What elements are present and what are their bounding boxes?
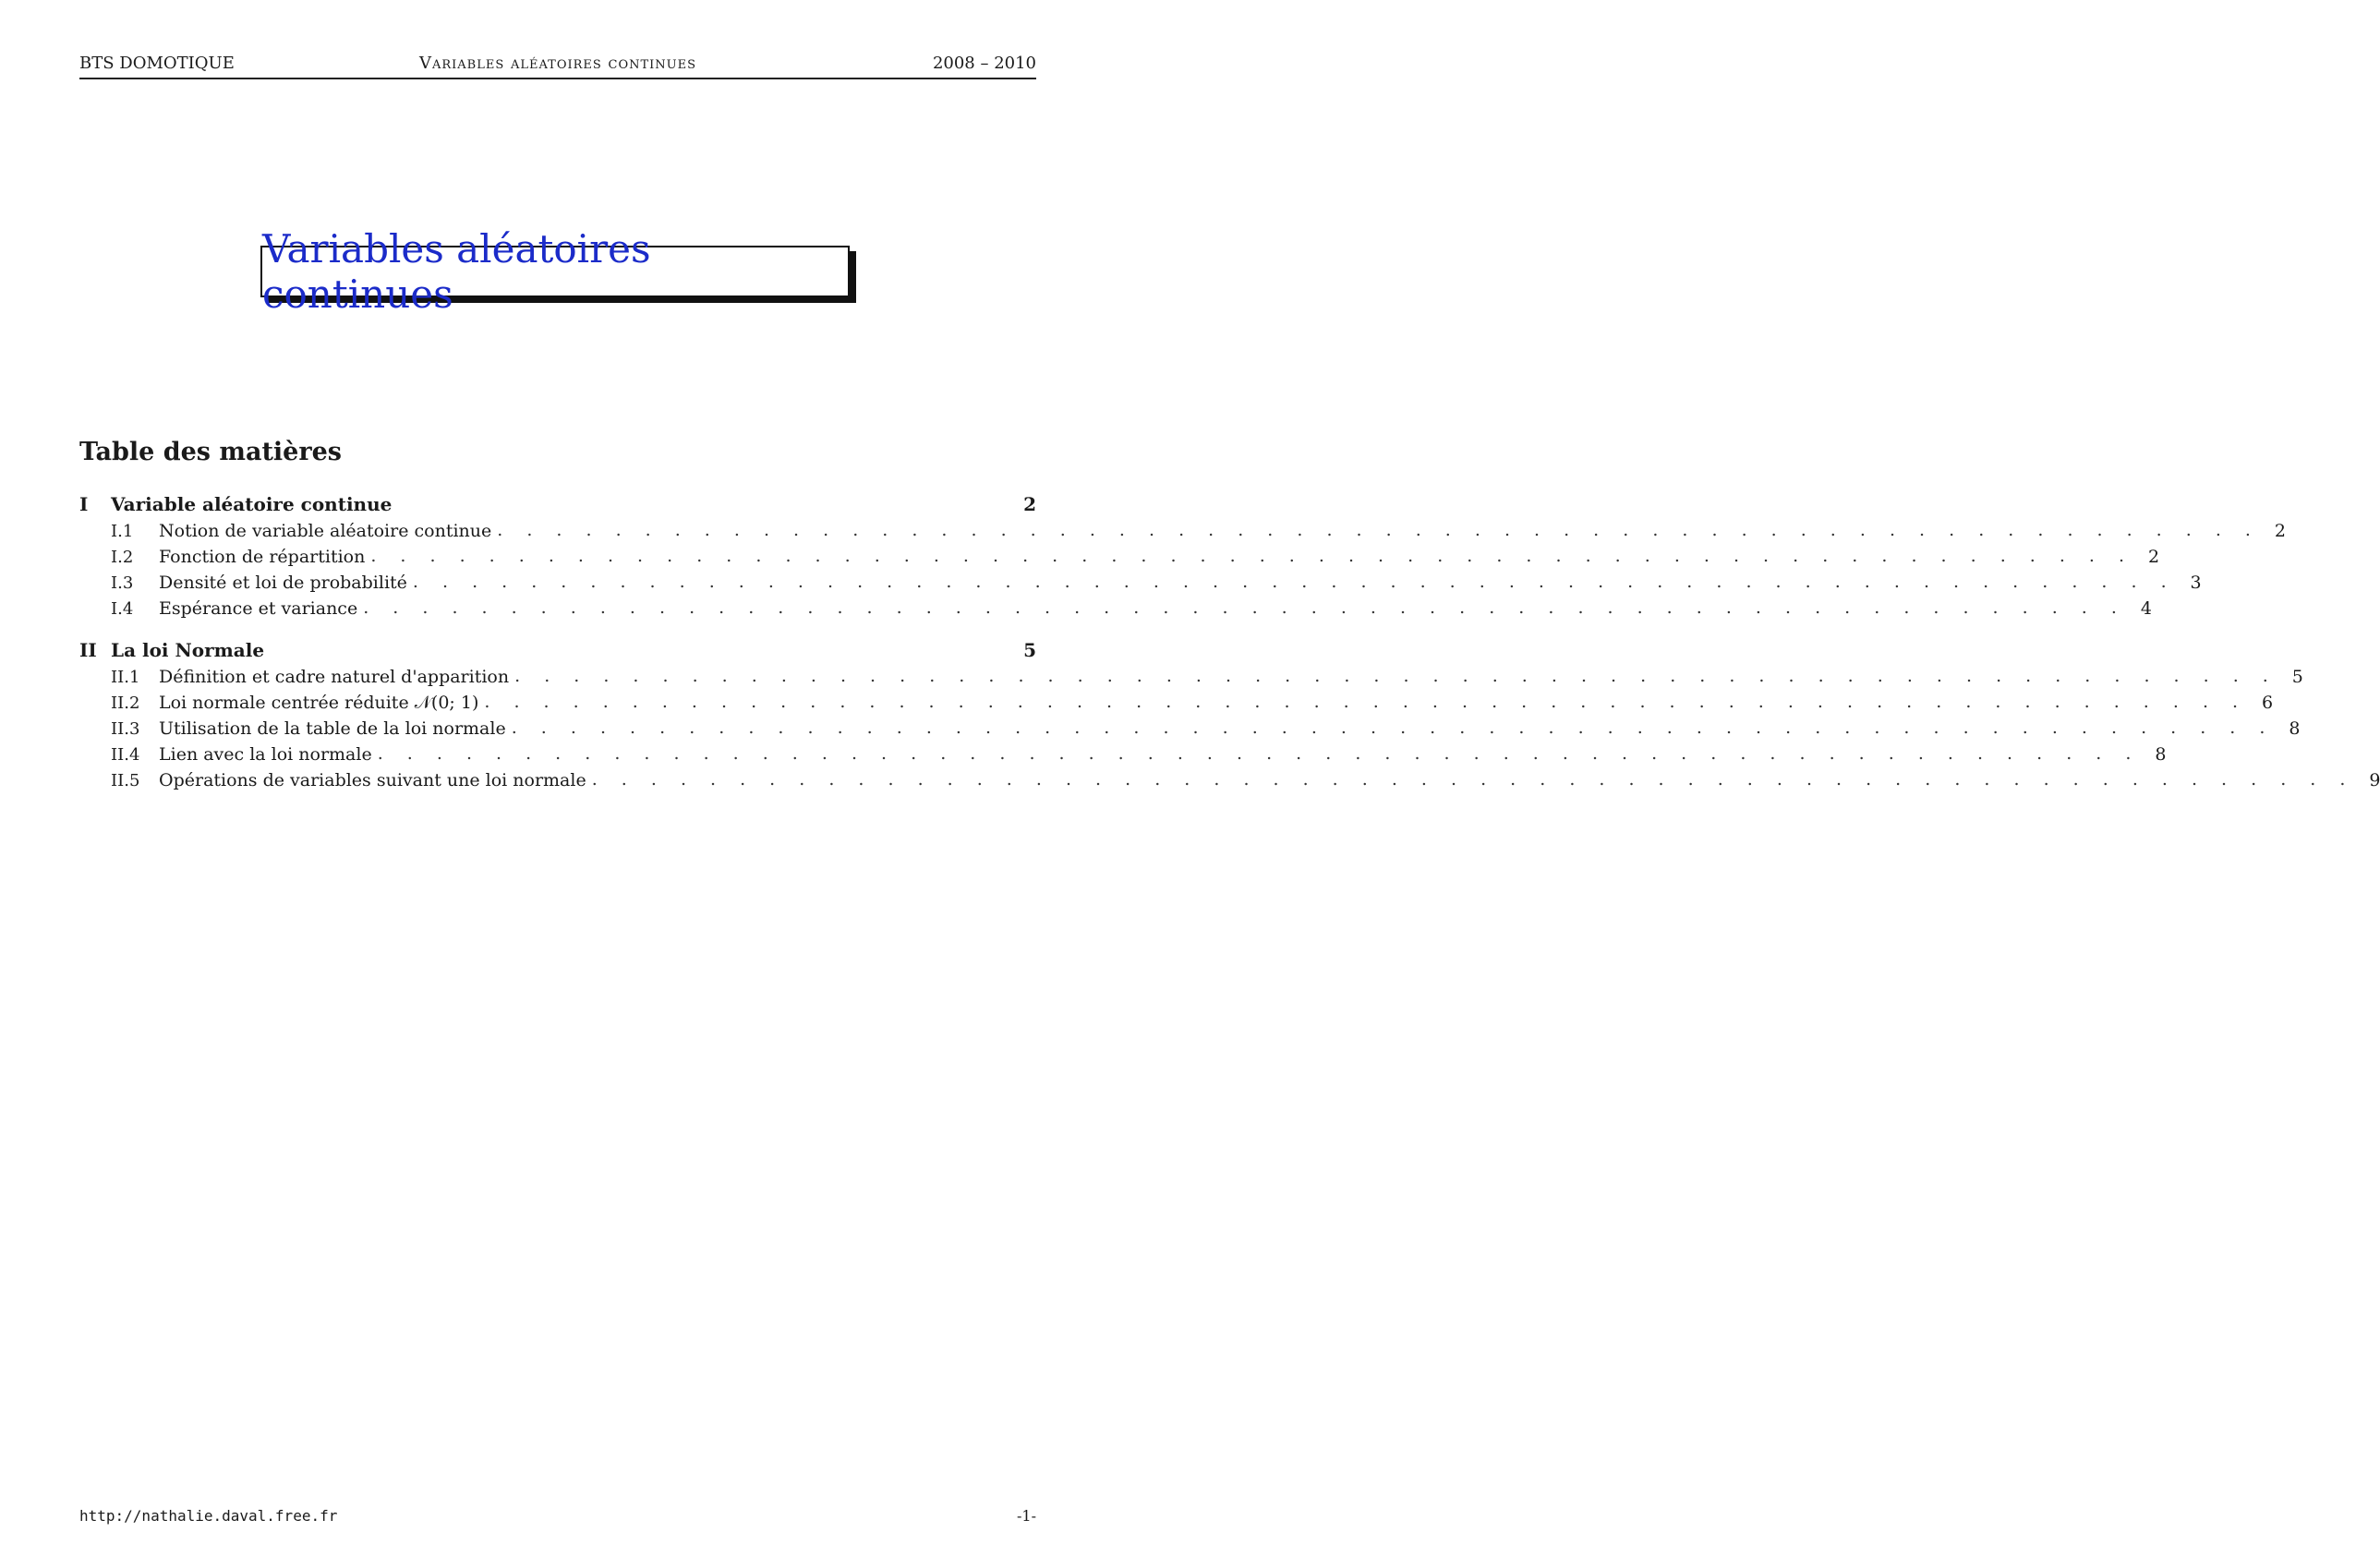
toc-entry-number: II.2 (111, 694, 140, 713)
toc-entry[interactable] (79, 541, 2160, 567)
footer-url-link[interactable]: http://nathalie.daval.free.fr (79, 1507, 338, 1525)
header-left: BTS DOMOTIQUE (79, 54, 235, 73)
toc-entry-page: 2 (2274, 521, 2286, 541)
document-title: Variables aléatoires continues (260, 246, 850, 297)
toc-entry-page: 5 (2291, 667, 2303, 687)
toc-entry[interactable] (79, 593, 2152, 619)
toc-leader-dots: . . . . . . . . . . . . . . . . . . . . . . . . . . . . . . . . . . . . . . . . . . . . . . . . . . . . . . . . . . . . (377, 743, 2141, 764)
toc-leader-dots: . . . . . . . . . . . . . . . . . . . . . . . . . . . . . . . . . . . . . . . . . . . . . . . . . . . . . . . . . . . . (511, 718, 2275, 738)
toc-section-page: 2 (1023, 493, 1036, 515)
toc-entry-number: II.4 (111, 745, 140, 765)
toc-entry-number: II.1 (111, 668, 140, 687)
toc-leader-dots: . . . . . . . . . . . . . . . . . . . . . . . . . . . . . . . . . . . . . . . . . . . . . . . . . . . . . . . . . . . . (497, 520, 2260, 540)
toc-entry-number: II.5 (111, 771, 140, 790)
toc-section-entry[interactable] (79, 633, 1036, 661)
toc-entry-page: 2 (2147, 547, 2160, 567)
toc-entry-page: 3 (2190, 573, 2202, 593)
toc-entry-page: 6 (2262, 693, 2274, 713)
toc-leader-dots: . . . . . . . . . . . . . . . . . . . . . . . . . . . . . . . . . . . . . . . . . . . . . . . . . . . . . . . . . . . . (591, 769, 2355, 790)
toc-entry-title: Fonction de répartition (159, 547, 370, 567)
toc-entry[interactable] (79, 687, 2274, 713)
toc-section-entry[interactable] (79, 488, 1036, 515)
toc-entry-page: 9 (2369, 770, 2380, 790)
toc-leader-dots: . . . . . . . . . . . . . . . . . . . . . . . . . . . . . . . . . . . . . . . . . . . . . . . . . . . . . . . . . . . . (412, 572, 2176, 592)
toc-section-number: II (79, 639, 97, 661)
toc-entry-title: Espérance et variance (159, 598, 363, 619)
header-center: Variables aléatoires continues (418, 54, 697, 73)
toc-entry-title: Opérations de variables suivant une loi normale (159, 770, 592, 790)
page-footer (79, 1507, 1036, 1525)
toc-section-title: Variable aléatoire continue (111, 493, 397, 515)
toc-entry-page: 4 (2140, 598, 2152, 619)
table-of-contents (79, 488, 2380, 805)
toc-entry[interactable] (79, 661, 2303, 687)
toc-entry[interactable] (79, 739, 2167, 765)
toc-entry-number: I.3 (111, 573, 134, 593)
toc-entry-title: Loi normale centrée réduite 𝒩(0; 1) (159, 693, 484, 713)
toc-entry-number: I.4 (111, 599, 134, 619)
page-header (79, 50, 1036, 79)
footer-page-number: -1- (1017, 1507, 1036, 1525)
toc-entry[interactable] (79, 567, 2202, 593)
toc-leader-dots: . . . . . . . . . . . . . . . . . . . . . . . . . . . . . . . . . . . . . . . . . . . . . . . . . . . . . . . . . . . . (370, 546, 2134, 566)
toc-entry-title: Densité et loi de probabilité (159, 573, 413, 593)
toc-entry-title: Notion de variable aléatoire continue (159, 521, 497, 541)
toc-leader-dots: . . . . . . . . . . . . . . . . . . . . . . . . . . . . . . . . . . . . . . . . . . . . . . . . . . . . . . . . . . . . (514, 666, 2277, 686)
toc-section-page: 5 (1023, 639, 1036, 661)
toc-leader-dots: . . . . . . . . . . . . . . . . . . . . . . . . . . . . . . . . . . . . . . . . . . . . . . . . . . . . . . . . . . . . (484, 692, 2248, 712)
toc-section-title: La loi Normale (111, 639, 270, 661)
toc-entry[interactable] (79, 765, 2380, 790)
toc-entry[interactable] (79, 713, 2301, 739)
toc-leader-dots: . . . . . . . . . . . . . . . . . . . . . . . . . . . . . . . . . . . . . . . . . . . . . . . . . . . . . . . . . . . . (363, 597, 2126, 618)
toc-entry[interactable] (79, 515, 2286, 541)
toc-section-number: I (79, 493, 89, 515)
toc-entry-number: I.1 (111, 522, 134, 541)
toc-entry-title: Utilisation de la table de la loi normale (159, 718, 512, 739)
toc-entry-title: Lien avec la loi normale (159, 744, 378, 765)
toc-section-2 (79, 633, 2380, 790)
toc-entry-page: 8 (2155, 744, 2167, 765)
toc-entry-page: 8 (2289, 718, 2301, 739)
toc-entry-title: Définition et cadre naturel d'apparition (159, 667, 514, 687)
toc-entry-number: II.3 (111, 719, 140, 739)
toc-section-1 (79, 488, 2286, 619)
header-right: 2008 – 2010 (932, 54, 1036, 73)
toc-entry-number: I.2 (111, 548, 134, 567)
toc-heading: Table des matières (79, 438, 342, 466)
